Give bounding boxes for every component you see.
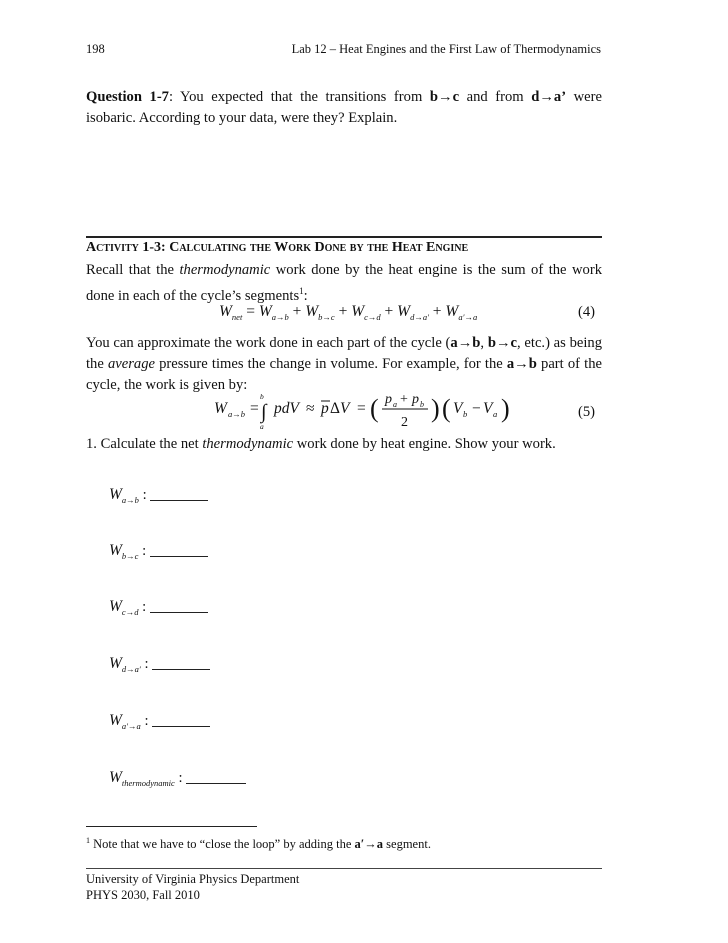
paragraph-text: part of the cycle, the work is given by: [86, 356, 602, 393]
paragraph-text: Recall that the [86, 262, 180, 278]
work-answer-b-c [109, 542, 208, 561]
footnote-marker: 1 [86, 836, 90, 845]
svg-text:b: b [420, 400, 424, 409]
running-title: Lab 12 – Heat Engines and the First Law of Thermodynamics [291, 42, 601, 56]
svg-text:2: 2 [401, 415, 408, 430]
work-answer-a-b [109, 486, 208, 505]
page-number: 198 [86, 42, 105, 56]
svg-text:a: a [260, 422, 264, 431]
work-colon: : [142, 543, 147, 559]
transition-d-a: d→a’ [531, 89, 567, 105]
equation-number: (4) [578, 304, 596, 320]
work-subscript: d→a′ [121, 664, 141, 674]
answer-blank[interactable] [152, 714, 210, 727]
svg-text:+: + [400, 392, 408, 407]
work-answer-thermodynamic [109, 769, 246, 788]
work-symbol: W [109, 486, 122, 503]
activity-title: Activity 1-3: Calculating the Work Done by the Heat Engine [86, 240, 469, 255]
segment-a-b: a→b [506, 356, 537, 372]
answer-blank[interactable] [150, 600, 208, 613]
work-colon: : [144, 713, 149, 729]
work-subscript: thermodynamic [121, 778, 175, 788]
svg-text:): ) [501, 394, 510, 423]
svg-text:(: ( [442, 394, 451, 423]
answer-blank[interactable] [152, 657, 210, 670]
work-subscript: b→c [121, 551, 139, 561]
emphasis: thermodynamic [202, 436, 294, 452]
svg-text:p: p [321, 400, 329, 417]
svg-text:b: b [260, 392, 264, 401]
question-text: and from [459, 89, 532, 105]
question-text: : You expected that the transitions from [168, 89, 430, 105]
svg-text:∫: ∫ [261, 401, 267, 423]
answer-blank[interactable] [150, 544, 208, 557]
svg-text:=: = [357, 400, 366, 417]
work-symbol: W [109, 712, 122, 729]
footnote-marker: 1 [299, 286, 304, 296]
footnote-text: Note that we have to “close the loop” by adding the [90, 837, 355, 852]
work-answer-a-a [109, 712, 210, 731]
emphasis: average [107, 356, 155, 372]
question-1-7 [86, 87, 602, 129]
work-answer-d-a [109, 655, 210, 674]
equation-number: (5) [578, 404, 596, 420]
svg-text:ΔV: ΔV [330, 400, 350, 417]
svg-text:V: V [453, 400, 463, 417]
section-divider [86, 236, 602, 238]
work-subscript: a′→a [121, 721, 141, 731]
svg-text:≈: ≈ [306, 400, 315, 417]
paragraph-text: You can approximate the work done in each part of the cycle ( [86, 335, 451, 351]
paragraph-text: 1. Calculate the net [86, 436, 203, 452]
footer-line: University of Virginia Physics Department [86, 872, 300, 886]
paragraph-text: work done by the heat engine is the sum of the work done in each of the cycle’s segments [86, 262, 603, 304]
svg-text:pdV: pdV [274, 400, 299, 417]
work-colon: : [142, 487, 147, 503]
svg-text:−: − [472, 400, 481, 417]
svg-text:a: a [393, 400, 397, 409]
svg-text:p: p [385, 392, 392, 407]
page-footer [86, 871, 299, 903]
svg-text:p: p [412, 392, 419, 407]
segment-a-b: a→b [450, 335, 481, 351]
svg-text:V: V [483, 400, 493, 417]
segment-a-a: a′→a [354, 837, 384, 852]
paragraph-text: , [480, 335, 488, 351]
question-label: Question 1-7 [86, 89, 169, 105]
paragraph-text: , etc.) as being the [86, 335, 602, 372]
step-1-instruction [86, 434, 556, 455]
equation-average-work [210, 386, 510, 434]
work-subscript: c→d [121, 607, 139, 617]
work-answer-c-d [109, 598, 208, 617]
question-text: were isobaric. According to your data, were they? Explain. [86, 89, 602, 126]
svg-text:b: b [463, 409, 468, 419]
paragraph-recall [86, 260, 602, 307]
work-colon: : [142, 599, 147, 615]
work-colon: : [178, 770, 183, 786]
paragraph-text: pressure times the change in volume. For example, for the [154, 356, 507, 372]
work-symbol: W [109, 598, 122, 615]
answer-blank[interactable] [186, 771, 246, 784]
footer-line: PHYS 2030, Fall 2010 [86, 888, 200, 902]
work-subscript: a→b [121, 495, 139, 505]
footnote-separator [86, 826, 257, 827]
svg-text:(: ( [370, 394, 379, 423]
svg-text:): ) [431, 394, 440, 423]
work-symbol: W [109, 542, 122, 559]
svg-text:a→b: a→b [228, 409, 245, 419]
transition-b-c: b→c [429, 89, 460, 105]
svg-text:W: W [214, 400, 227, 417]
segment-b-c: b→c [487, 335, 518, 351]
equation-net-work: $W_{net} = W_{a\to b} + W_{b\to c} + W_{c\to d} + W_{d\to a'} + W_{a'\to a}$ [219, 303, 478, 322]
footer-divider [86, 868, 602, 869]
svg-text:=: = [250, 400, 259, 417]
work-symbol: W [109, 655, 122, 672]
work-colon: : [144, 656, 149, 672]
footnote [86, 836, 431, 852]
answer-blank[interactable] [150, 488, 208, 501]
work-symbol: W [109, 769, 122, 786]
emphasis: thermodynamic [179, 262, 271, 278]
paragraph-text: : [303, 287, 308, 304]
paragraph-text: work done by heat engine. Show your work. [293, 436, 556, 452]
footnote-text: segment. [383, 837, 431, 852]
svg-text:a: a [493, 409, 498, 419]
